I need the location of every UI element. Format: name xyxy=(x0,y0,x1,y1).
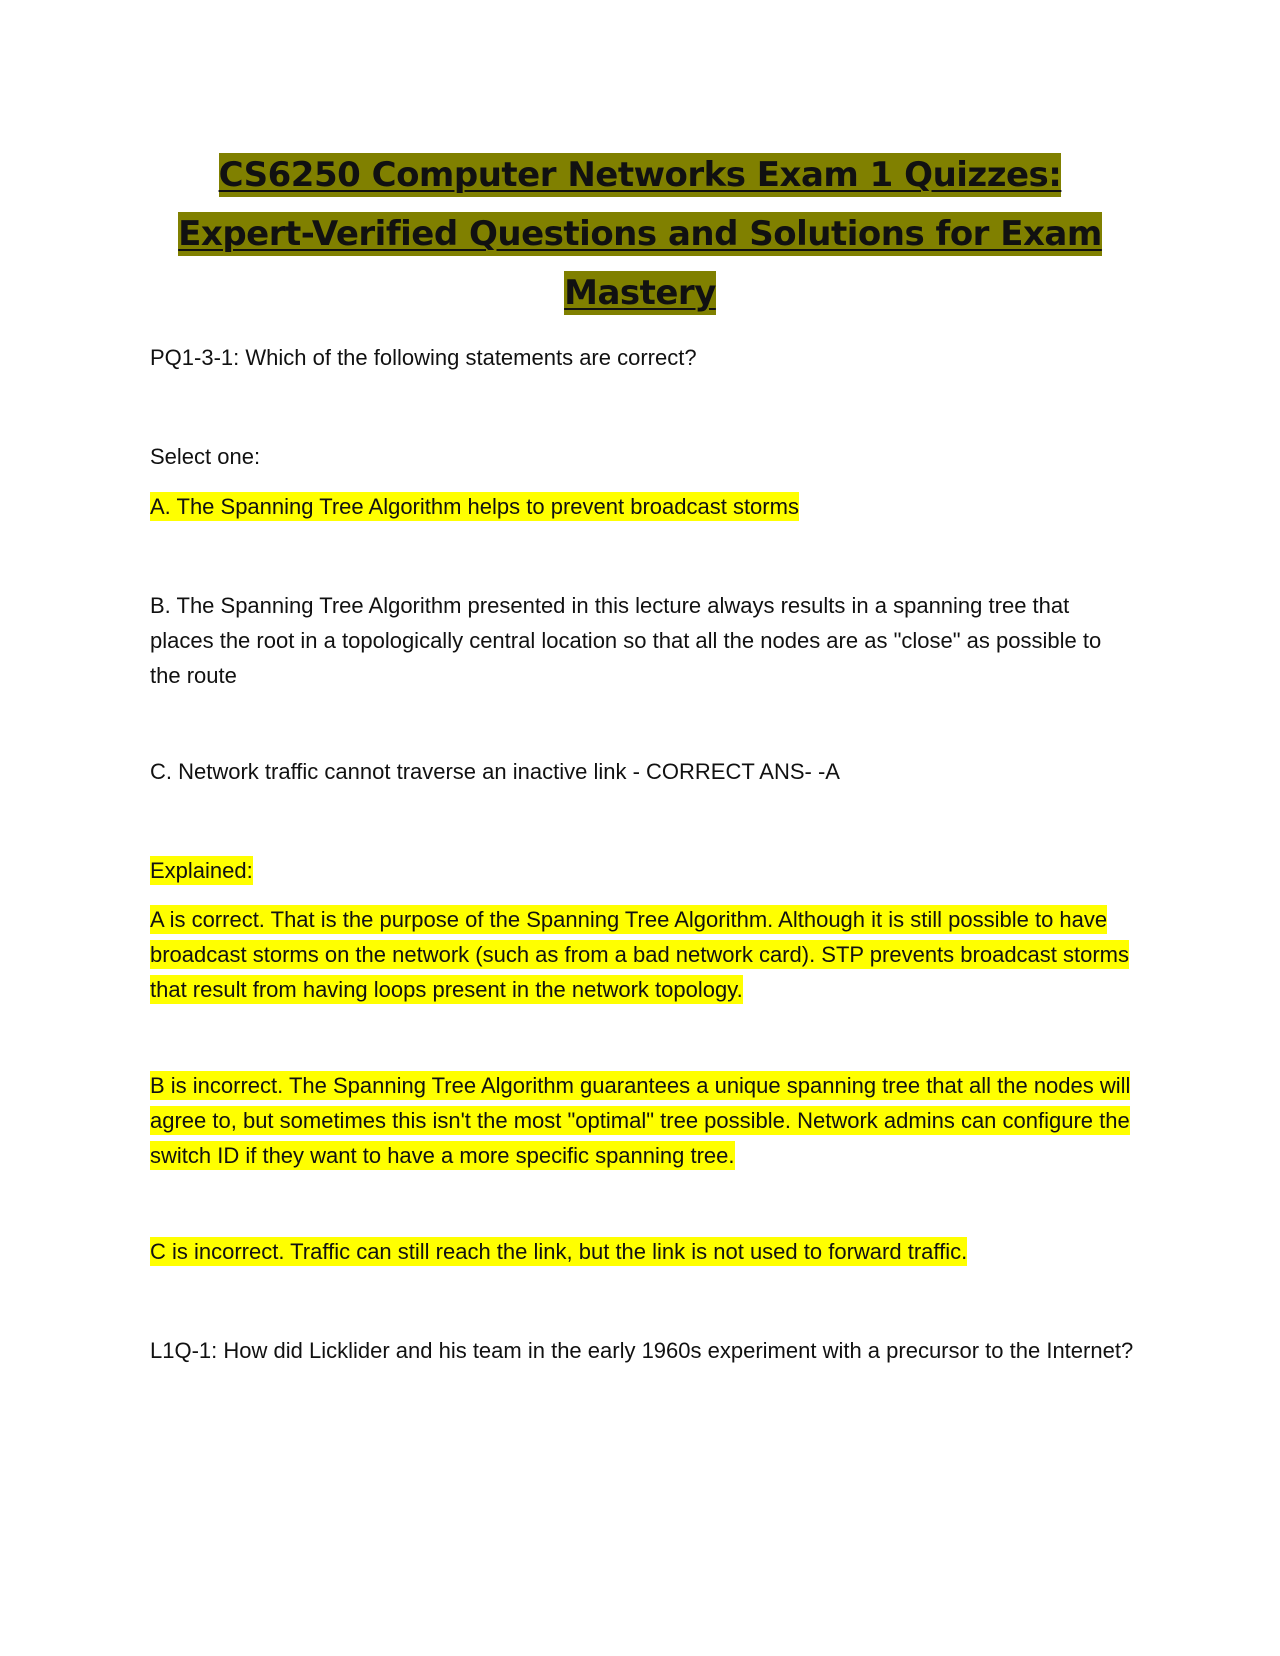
option-c: C. Network traffic cannot traverse an inactive link - CORRECT ANS- -A xyxy=(150,759,840,784)
explanation-b-text: B is incorrect. The Spanning Tree Algorithm guarantees a unique spanning tree that all the nodes will agree to, but sometimes this isn't the most "optimal" tree possible. Network admins can configure the switch ID if they want to have a more specific spanning tree. xyxy=(150,1073,1131,1168)
explanation-c xyxy=(150,1234,1135,1269)
explanation-a-text: A is correct. That is the purpose of the Spanning Tree Algorithm. Although it is still possible to have broadcast storms on the network (such as from a bad network card). STP prevents broadcast storms that result from having loops present in the network topology. xyxy=(150,907,1130,1002)
select-one-instruction: Select one: xyxy=(150,444,261,469)
document-title xyxy=(150,146,1130,323)
question-2-prompt: L1Q-1: How did Licklider and his team in the early 1960s experiment with a precursor to the Internet? xyxy=(150,1338,1134,1363)
option-b: B. The Spanning Tree Algorithm presented in this lecture always results in a spanning tree that places the root in a topologically central location so that all the nodes are as "close" as possible to the route xyxy=(150,593,1102,688)
question-1-prompt: PQ1-3-1: Which of the following statements are correct? xyxy=(150,345,697,370)
explained-label xyxy=(150,853,1135,888)
explanation-b xyxy=(150,1068,1135,1173)
option-a xyxy=(150,489,1135,524)
explanation-c-text: C is incorrect. Traffic can still reach the link, but the link is not used to forward traffic. xyxy=(150,1239,968,1264)
option-a-text: A. The Spanning Tree Algorithm helps to prevent broadcast storms xyxy=(150,494,799,519)
document-title-text: CS6250 Computer Networks Exam 1 Quizzes: Expert-Verified Questions and Solutions for Exam Mastery xyxy=(178,155,1102,313)
explained-label-text: Explained: xyxy=(150,858,253,883)
explanation-a xyxy=(150,902,1135,1007)
